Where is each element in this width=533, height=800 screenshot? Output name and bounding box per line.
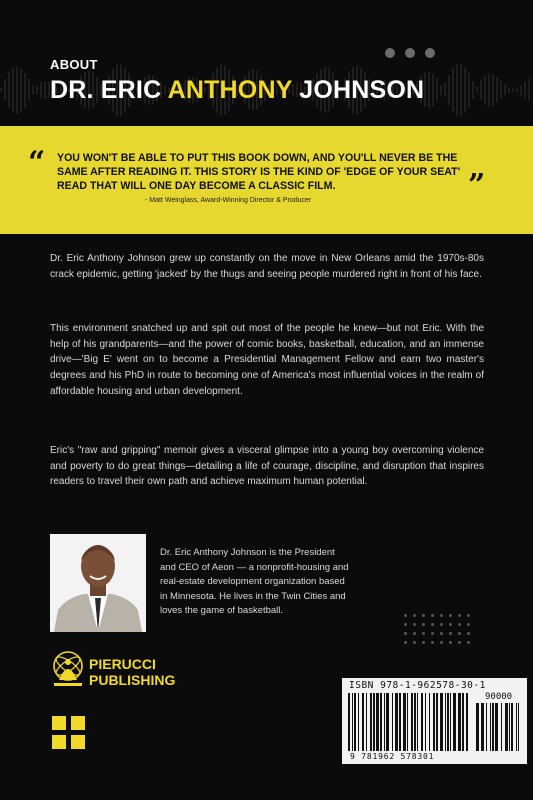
wave-bar: [36, 86, 38, 95]
wave-bar: [468, 73, 470, 106]
square-icon: [71, 735, 85, 749]
grid-dot: [413, 623, 416, 626]
grid-dot: [440, 632, 443, 635]
wave-bar: [520, 85, 522, 95]
wave-bar: [508, 87, 510, 92]
author-photo: [50, 534, 146, 632]
dot-grid-decoration: [404, 614, 476, 650]
grid-dot: [449, 623, 452, 626]
barcode-bar: [440, 693, 443, 751]
grid-dot: [440, 623, 443, 626]
wave-bar: [488, 74, 490, 107]
barcode-bar: [462, 693, 464, 751]
barcode-bar: [476, 703, 479, 751]
barcode-bar: [501, 703, 502, 751]
grid-dot: [449, 632, 452, 635]
grid-dot: [422, 641, 425, 644]
testimonial-quote: YOU WON'T BE ABLE TO PUT THIS BOOK DOWN, AND YOU'LL NEVER BE THE SAME AFTER READING IT. THIS STORY IS THE KIND OF 'EDGE OF YOUR SEAT' READ THAT WILL ONE DAY BECOME A CLASSIC FILM.: [57, 152, 461, 192]
title-highlight: ANTHONY: [167, 76, 293, 104]
wave-bar: [524, 82, 526, 99]
price-code-bars: [476, 703, 522, 751]
wave-bar: [28, 79, 30, 101]
barcode-bar: [436, 693, 438, 751]
window-dots-decoration: [385, 48, 435, 58]
wave-bar: [436, 78, 438, 102]
author-bio: Dr. Eric Anthony Johnson is the President and CEO of Aeon — a nonprofit-housing and real-estate development organization based in Minnesota. He lives in the Twin Cities and loves the game of basketball.: [160, 547, 349, 616]
grid-dot: [431, 623, 434, 626]
wave-bar: [516, 87, 518, 92]
wave-bar: [24, 73, 26, 107]
barcode-bar: [433, 693, 435, 751]
barcode-bar: [403, 693, 406, 751]
dot-icon: [405, 48, 415, 58]
wave-bar: [504, 85, 506, 95]
barcode-bar: [414, 693, 416, 751]
grid-dot: [458, 623, 461, 626]
barcode-bar: [495, 703, 498, 751]
grid-dot: [467, 614, 470, 617]
barcode-bar: [392, 693, 393, 751]
barcode-bar: [354, 693, 356, 751]
barcode-bar: [458, 693, 461, 751]
grid-dot: [440, 614, 443, 617]
grid-dot: [449, 641, 452, 644]
wave-bar: [492, 74, 494, 105]
square-icon: [71, 716, 85, 730]
barcode-bar: [509, 703, 510, 751]
yellow-squares-decoration: [52, 716, 85, 749]
publisher-line-1: PIERUCCI: [89, 656, 156, 672]
grid-dot: [467, 632, 470, 635]
barcode-bar: [518, 703, 519, 751]
wave-bar: [464, 67, 466, 112]
about-label: ABOUT: [50, 57, 98, 72]
wave-bar: [8, 72, 10, 108]
title-last: JOHNSON: [292, 76, 425, 104]
dot-icon: [385, 48, 395, 58]
barcode-bar: [505, 703, 508, 751]
barcode-bar: [386, 693, 389, 751]
grid-dot: [467, 623, 470, 626]
grid-dot: [431, 632, 434, 635]
body-paragraph-2: This environment snatched up and spit out most of the people he knew—but not Eric. With the help of his grandparents—and the power of comic books, basketball, education, and an immense drive—'Big E' went on to become a Presidential Management Fellow and earn two master's degrees and his PhD in route to becoming one of America's most influential voices in the realm of affordable housing and urban development.: [50, 323, 484, 397]
wave-bar: [444, 83, 446, 97]
wave-bar: [500, 81, 502, 99]
dot-icon: [425, 48, 435, 58]
price-code-text: 90000: [485, 692, 513, 702]
grid-dot: [422, 623, 425, 626]
wave-bar: [456, 65, 458, 116]
barcode-bar: [492, 703, 494, 751]
barcode-bar: [516, 703, 517, 751]
barcode-bar: [366, 693, 367, 751]
wave-bar: [20, 68, 22, 111]
wave-bar: [480, 80, 482, 100]
barcode-bar: [447, 693, 449, 751]
grid-dot: [422, 632, 425, 635]
grid-dot: [404, 623, 407, 626]
barcode-bar: [481, 703, 484, 751]
barcode-bar: [445, 693, 446, 751]
open-quote-icon: “: [28, 145, 46, 180]
barcode-bar: [348, 693, 350, 751]
barcode-digits: 9 781962 578301: [350, 752, 435, 761]
wave-bar: [428, 72, 430, 108]
isbn-text: ISBN 978-1-962578-30-1: [349, 680, 486, 691]
barcode-bar: [352, 693, 353, 751]
wave-bar: [472, 81, 474, 99]
title-first: DR. ERIC: [50, 76, 168, 104]
wave-bar: [0, 88, 2, 92]
grid-dot: [404, 614, 407, 617]
grid-dot: [431, 614, 434, 617]
wave-bar: [460, 64, 462, 115]
barcode-bar: [429, 693, 430, 751]
body-paragraph-3: Eric's "raw and gripping" memoir gives a visceral glimpse into a young boy overcoming violence and poverty to do great things—detailing a life of courage, discipline, and disruption that inspires readers to travel their own path and achieve maximum human potential.: [50, 445, 484, 488]
barcode-bar: [370, 693, 372, 751]
wave-bar: [484, 75, 486, 104]
barcode-bar: [380, 693, 382, 751]
barcode-bar: [486, 703, 487, 751]
barcode-bar: [453, 693, 456, 751]
wave-bar: [528, 79, 530, 101]
author-title: [50, 76, 424, 105]
grid-dot: [440, 641, 443, 644]
barcode-bar: [362, 693, 364, 751]
grid-dot: [413, 614, 416, 617]
grid-dot: [404, 632, 407, 635]
barcode-bar: [450, 693, 451, 751]
barcode-bar: [395, 693, 398, 751]
grid-dot: [458, 614, 461, 617]
publisher-name: [89, 656, 175, 688]
wave-bar: [12, 68, 14, 113]
barcode-bar: [399, 693, 401, 751]
grid-dot: [413, 632, 416, 635]
wave-bar: [512, 88, 514, 93]
publisher-logo-icon: [50, 650, 86, 692]
quote-attribution: - Matt Weinglass, Award-Winning Director & Producer: [145, 197, 312, 204]
grid-dot: [467, 641, 470, 644]
barcode-bar: [490, 703, 491, 751]
wave-bar: [448, 75, 450, 105]
grid-dot: [422, 614, 425, 617]
grid-dot: [449, 614, 452, 617]
barcode-bar: [425, 693, 426, 751]
barcode-bars: [348, 693, 468, 751]
wave-bar: [432, 74, 434, 107]
square-icon: [52, 735, 66, 749]
grid-dot: [431, 641, 434, 644]
grid-dot: [458, 632, 461, 635]
close-quote-icon: ”: [468, 168, 486, 203]
grid-dot: [413, 641, 416, 644]
grid-dot: [404, 641, 407, 644]
barcode-bar: [407, 693, 408, 751]
grid-dot: [458, 641, 461, 644]
wave-bar: [32, 85, 34, 95]
barcode-bar: [511, 703, 513, 751]
barcode-bar: [358, 693, 359, 751]
wave-bar: [476, 87, 478, 93]
barcode-bar: [411, 693, 413, 751]
wave-bar: [452, 68, 454, 111]
wave-bar: [440, 85, 442, 95]
barcode-bar: [417, 693, 418, 751]
wave-bar: [16, 66, 18, 113]
square-icon: [52, 716, 66, 730]
wave-bar: [40, 82, 42, 98]
publisher-line-2: PUBLISHING: [89, 672, 176, 688]
wave-bar: [496, 77, 498, 103]
barcode-bar: [384, 693, 385, 751]
barcode-bar: [373, 693, 375, 751]
barcode-bar: [421, 693, 423, 751]
barcode-bar: [376, 693, 379, 751]
body-paragraph-1: Dr. Eric Anthony Johnson grew up constantly on the move in New Orleans amid the 1970s-80s crack epidemic, getting 'jacked' by the thugs and seeing people murdered right in front of his face.: [50, 253, 484, 280]
wave-bar: [4, 79, 6, 100]
barcode-bar: [466, 693, 468, 751]
wave-bar: [44, 81, 46, 99]
